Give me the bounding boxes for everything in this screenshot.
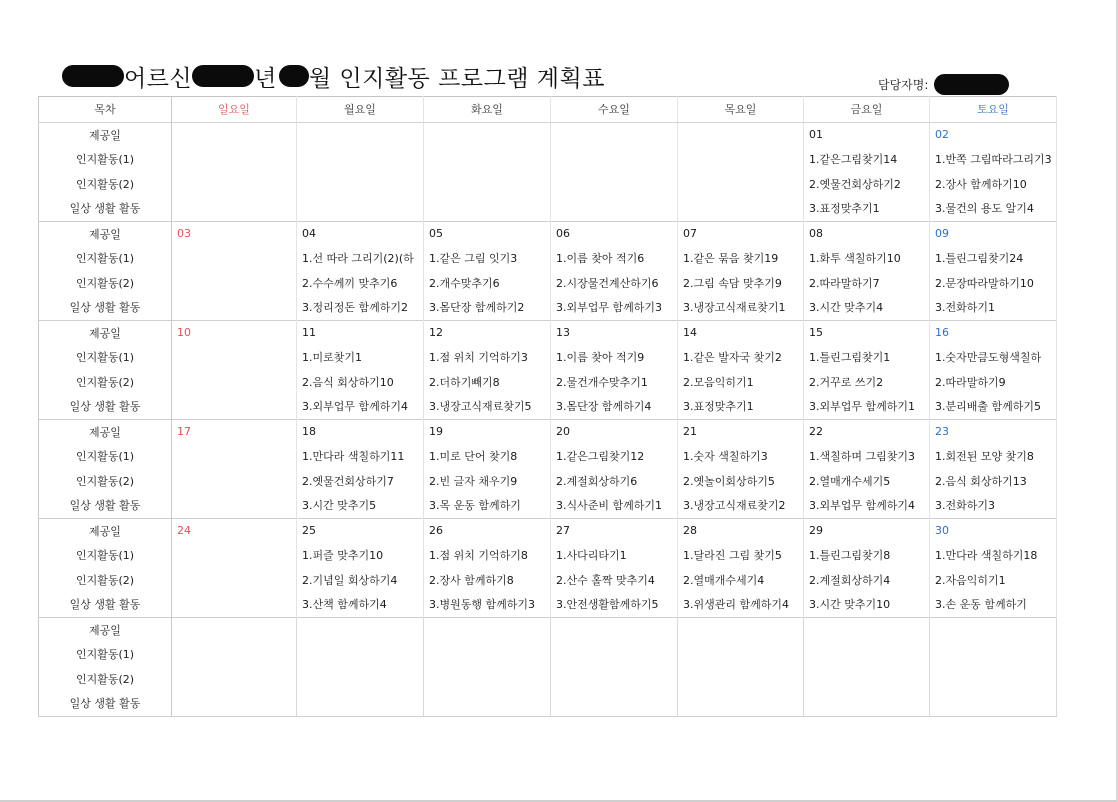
activity-cell: 3.식사준비 함께하기1 (551, 493, 678, 518)
day-header: 월요일 (297, 97, 424, 123)
date-row (39, 617, 1057, 642)
activity-cell (424, 147, 551, 172)
activity-2-row (39, 667, 1057, 692)
activity-cell: 3.전화하기1 (930, 295, 1057, 320)
activity-cell: 2.빈 글자 채우기9 (424, 469, 551, 494)
day-header: 수요일 (551, 97, 678, 123)
activity-cell (678, 667, 804, 692)
redaction-mark (934, 74, 1009, 95)
activity-cell: 3.냉장고식재료찾기5 (424, 394, 551, 419)
date-row (39, 122, 1057, 147)
row-label: 일상 생활 활동 (39, 493, 172, 518)
activity-1-row (39, 147, 1057, 172)
activity-cell (930, 691, 1057, 716)
activity-cell (172, 172, 297, 197)
activity-cell: 1.점 위치 기억하기8 (424, 543, 551, 568)
activity-cell: 3.위생관리 함께하기4 (678, 592, 804, 617)
activity-cell: 3.외부업무 함께하기4 (297, 394, 424, 419)
activity-cell (678, 172, 804, 197)
activity-cell: 2.기념일 회상하기4 (297, 568, 424, 593)
activity-cell (172, 493, 297, 518)
daily-living-row (39, 394, 1057, 419)
activity-cell (424, 196, 551, 221)
activity-cell: 1.숫자만큼도형색칠하 (930, 345, 1057, 370)
activity-cell: 3.냉장고식재료찾기1 (678, 295, 804, 320)
activity-cell (172, 667, 297, 692)
daily-living-row (39, 196, 1057, 221)
activity-cell (930, 667, 1057, 692)
row-label: 인지활동(2) (39, 370, 172, 395)
activity-cell: 3.시간 맞추기10 (804, 592, 930, 617)
activity-cell (172, 592, 297, 617)
date-cell: 21 (678, 419, 804, 444)
activity-cell: 3.외부업무 함께하기3 (551, 295, 678, 320)
activity-cell (172, 444, 297, 469)
activity-cell (172, 271, 297, 296)
activity-cell: 1.같은그림찾기14 (804, 147, 930, 172)
activity-cell: 3.몸단장 함께하기2 (424, 295, 551, 320)
row-label: 일상 생활 활동 (39, 295, 172, 320)
activity-cell: 3.정리정돈 함께하기2 (297, 295, 424, 320)
date-row (39, 320, 1057, 345)
program-schedule-table (38, 96, 1057, 717)
title-part-1: 어르신 (124, 65, 193, 92)
activity-cell: 1.퍼즐 맞추기10 (297, 543, 424, 568)
date-cell: 05 (424, 221, 551, 246)
activity-2-row (39, 271, 1057, 296)
activity-cell: 1.같은 발자국 찾기2 (678, 345, 804, 370)
activity-cell: 1.미로찾기1 (297, 345, 424, 370)
date-cell: 12 (424, 320, 551, 345)
activity-cell: 1.화투 색칠하기10 (804, 246, 930, 271)
activity-cell: 2.더하기빼기8 (424, 370, 551, 395)
activity-cell: 2.계절회상하기4 (804, 568, 930, 593)
activity-2-row (39, 370, 1057, 395)
activity-cell (424, 667, 551, 692)
date-cell: 14 (678, 320, 804, 345)
day-header: 목요일 (678, 97, 804, 123)
day-header: 화요일 (424, 97, 551, 123)
activity-cell (172, 394, 297, 419)
daily-living-row (39, 691, 1057, 716)
activity-cell: 1.만다라 색칠하기18 (930, 543, 1057, 568)
date-cell: 11 (297, 320, 424, 345)
manager-field (878, 74, 1009, 95)
header-row (39, 97, 1057, 123)
activity-cell (551, 691, 678, 716)
activity-cell (172, 295, 297, 320)
date-cell: 04 (297, 221, 424, 246)
date-cell: 13 (551, 320, 678, 345)
day-header: 금요일 (804, 97, 930, 123)
activity-cell: 1.틀린그림찾기1 (804, 345, 930, 370)
daily-living-row (39, 493, 1057, 518)
date-cell: 18 (297, 419, 424, 444)
date-row (39, 419, 1057, 444)
activity-1-row (39, 345, 1057, 370)
activity-cell: 3.냉장고식재료찾기2 (678, 493, 804, 518)
date-cell: 09 (930, 221, 1057, 246)
activity-cell: 2.문장따라말하기10 (930, 271, 1057, 296)
activity-cell: 2.개수맞추기6 (424, 271, 551, 296)
header-label: 목차 (39, 97, 172, 123)
activity-cell: 2.시장물건계산하기6 (551, 271, 678, 296)
date-row (39, 221, 1057, 246)
activity-cell: 2.열매개수세기4 (678, 568, 804, 593)
activity-cell: 2.옛놀이회상하기5 (678, 469, 804, 494)
activity-cell: 3.목 운동 함께하기 (424, 493, 551, 518)
activity-cell (678, 196, 804, 221)
date-cell: 01 (804, 122, 930, 147)
date-cell (297, 122, 424, 147)
activity-cell: 1.반쪽 그림따라그리기3 (930, 147, 1057, 172)
date-cell: 07 (678, 221, 804, 246)
date-cell (172, 122, 297, 147)
activity-2-row (39, 172, 1057, 197)
day-header: 일요일 (172, 97, 297, 123)
date-cell (297, 617, 424, 642)
date-cell: 02 (930, 122, 1057, 147)
activity-cell: 1.색칠하며 그림찾기3 (804, 444, 930, 469)
activity-cell: 2.음식 회상하기13 (930, 469, 1057, 494)
activity-2-row (39, 568, 1057, 593)
activity-1-row (39, 543, 1057, 568)
activity-cell (297, 691, 424, 716)
activity-cell (172, 196, 297, 221)
activity-cell (297, 172, 424, 197)
date-cell: 26 (424, 518, 551, 543)
date-cell (678, 122, 804, 147)
activity-cell: 2.열매개수세기5 (804, 469, 930, 494)
activity-cell: 2.장사 함께하기8 (424, 568, 551, 593)
row-label: 인지활동(1) (39, 543, 172, 568)
activity-cell: 2.옛물건회상하기2 (804, 172, 930, 197)
activity-cell (297, 147, 424, 172)
activity-cell: 1.달라진 그림 찾기5 (678, 543, 804, 568)
date-cell: 25 (297, 518, 424, 543)
date-cell (424, 122, 551, 147)
daily-living-row (39, 295, 1057, 320)
activity-cell (551, 147, 678, 172)
activity-cell: 2.수수께끼 맞추기6 (297, 271, 424, 296)
row-label: 인지활동(2) (39, 172, 172, 197)
activity-cell: 1.회전된 모양 찾기8 (930, 444, 1057, 469)
activity-cell (424, 642, 551, 667)
activity-1-row (39, 444, 1057, 469)
activity-cell: 2.옛물건회상하기7 (297, 469, 424, 494)
activity-cell (551, 642, 678, 667)
activity-cell (172, 147, 297, 172)
activity-cell: 2.음식 회상하기10 (297, 370, 424, 395)
row-label: 제공일 (39, 122, 172, 147)
activity-cell: 1.점 위치 기억하기3 (424, 345, 551, 370)
activity-cell: 3.병원동행 함께하기3 (424, 592, 551, 617)
activity-cell: 1.만다라 색칠하기11 (297, 444, 424, 469)
row-label: 인지활동(1) (39, 444, 172, 469)
activity-cell (678, 642, 804, 667)
date-row (39, 518, 1057, 543)
activity-cell (678, 691, 804, 716)
row-label: 일상 생활 활동 (39, 691, 172, 716)
row-label: 인지활동(2) (39, 568, 172, 593)
activity-cell: 3.안전생활함께하기5 (551, 592, 678, 617)
activity-cell: 3.외부업무 함께하기1 (804, 394, 930, 419)
activity-cell: 2.그림 속담 맞추기9 (678, 271, 804, 296)
date-cell: 16 (930, 320, 1057, 345)
title-part-3: 월 인지활동 프로그램 계획표 (308, 65, 605, 92)
activity-cell: 1.이름 찾아 적기6 (551, 246, 678, 271)
activity-1-row (39, 246, 1057, 271)
activity-cell (297, 196, 424, 221)
activity-cell (804, 667, 930, 692)
date-cell (172, 617, 297, 642)
row-label: 제공일 (39, 221, 172, 246)
activity-cell (297, 667, 424, 692)
activity-cell (930, 642, 1057, 667)
activity-cell: 3.표정맞추기1 (678, 394, 804, 419)
activity-cell (678, 147, 804, 172)
date-cell (551, 617, 678, 642)
activity-cell: 2.산수 홀짝 맞추기4 (551, 568, 678, 593)
activity-cell (804, 642, 930, 667)
date-cell: 20 (551, 419, 678, 444)
activity-cell (424, 172, 551, 197)
activity-cell: 3.외부업무 함께하기4 (804, 493, 930, 518)
activity-cell: 1.같은 묶음 찾기19 (678, 246, 804, 271)
date-cell (424, 617, 551, 642)
activity-cell: 2.모음익히기1 (678, 370, 804, 395)
date-cell (930, 617, 1057, 642)
activity-cell (172, 642, 297, 667)
activity-cell (172, 543, 297, 568)
date-cell (804, 617, 930, 642)
date-cell (551, 122, 678, 147)
activity-cell: 2.자음익히기1 (930, 568, 1057, 593)
activity-cell (172, 568, 297, 593)
row-label: 일상 생활 활동 (39, 394, 172, 419)
manager-label: 담당자명: (878, 78, 929, 92)
activity-cell: 2.따라말하기9 (930, 370, 1057, 395)
date-cell: 23 (930, 419, 1057, 444)
row-label: 제공일 (39, 320, 172, 345)
activity-cell: 1.이름 찾아 적기9 (551, 345, 678, 370)
activity-cell: 1.틀린그림찾기24 (930, 246, 1057, 271)
date-cell: 15 (804, 320, 930, 345)
date-cell: 22 (804, 419, 930, 444)
activity-cell: 1.사다리타기1 (551, 543, 678, 568)
date-cell: 08 (804, 221, 930, 246)
row-label: 인지활동(2) (39, 667, 172, 692)
activity-cell (297, 642, 424, 667)
activity-cell: 3.분리배출 함께하기5 (930, 394, 1057, 419)
activity-cell: 2.따라말하기7 (804, 271, 930, 296)
date-cell (678, 617, 804, 642)
daily-living-row (39, 592, 1057, 617)
page-title (62, 58, 605, 94)
row-label: 인지활동(1) (39, 642, 172, 667)
activity-cell (551, 667, 678, 692)
activity-cell (804, 691, 930, 716)
activity-cell (551, 172, 678, 197)
row-label: 인지활동(1) (39, 147, 172, 172)
date-cell: 06 (551, 221, 678, 246)
redaction-mark (192, 65, 254, 87)
date-cell: 17 (172, 419, 297, 444)
activity-cell: 1.틀린그림찾기8 (804, 543, 930, 568)
title-part-2: 년 (254, 65, 277, 92)
date-cell: 29 (804, 518, 930, 543)
activity-cell: 3.시간 맞추기5 (297, 493, 424, 518)
activity-cell: 2.거꾸로 쓰기2 (804, 370, 930, 395)
activity-cell: 2.장사 함께하기10 (930, 172, 1057, 197)
activity-cell (172, 370, 297, 395)
date-cell: 10 (172, 320, 297, 345)
activity-cell: 3.물건의 용도 알기4 (930, 196, 1057, 221)
activity-cell: 3.표정맞추기1 (804, 196, 930, 221)
date-cell: 28 (678, 518, 804, 543)
date-cell: 27 (551, 518, 678, 543)
activity-cell: 1.선 따라 그리기(2)(하 (297, 246, 424, 271)
date-cell: 19 (424, 419, 551, 444)
activity-cell: 2.물건개수맞추기1 (551, 370, 678, 395)
activity-cell: 3.손 운동 함께하기 (930, 592, 1057, 617)
activity-cell: 3.시간 맞추기4 (804, 295, 930, 320)
row-label: 일상 생활 활동 (39, 196, 172, 221)
activity-cell (172, 469, 297, 494)
row-label: 인지활동(1) (39, 246, 172, 271)
activity-cell (172, 246, 297, 271)
activity-cell (172, 691, 297, 716)
date-cell: 30 (930, 518, 1057, 543)
activity-cell: 3.몸단장 함께하기4 (551, 394, 678, 419)
redaction-mark (62, 65, 124, 87)
row-label: 일상 생활 활동 (39, 592, 172, 617)
activity-cell: 1.같은 그림 잇기3 (424, 246, 551, 271)
activity-cell (551, 196, 678, 221)
row-label: 인지활동(1) (39, 345, 172, 370)
activity-cell: 3.전화하기3 (930, 493, 1057, 518)
date-cell: 03 (172, 221, 297, 246)
activity-cell: 3.산책 함께하기4 (297, 592, 424, 617)
redaction-mark (279, 65, 309, 87)
row-label: 제공일 (39, 518, 172, 543)
row-label: 인지활동(2) (39, 271, 172, 296)
date-cell: 24 (172, 518, 297, 543)
row-label: 제공일 (39, 419, 172, 444)
activity-cell: 1.미로 단어 찾기8 (424, 444, 551, 469)
day-header: 토요일 (930, 97, 1057, 123)
activity-cell (424, 691, 551, 716)
activity-cell: 1.같은그림찾기12 (551, 444, 678, 469)
activity-cell: 1.숫자 색칠하기3 (678, 444, 804, 469)
activity-cell (172, 345, 297, 370)
activity-2-row (39, 469, 1057, 494)
activity-cell: 2.계절회상하기6 (551, 469, 678, 494)
row-label: 제공일 (39, 617, 172, 642)
activity-1-row (39, 642, 1057, 667)
row-label: 인지활동(2) (39, 469, 172, 494)
